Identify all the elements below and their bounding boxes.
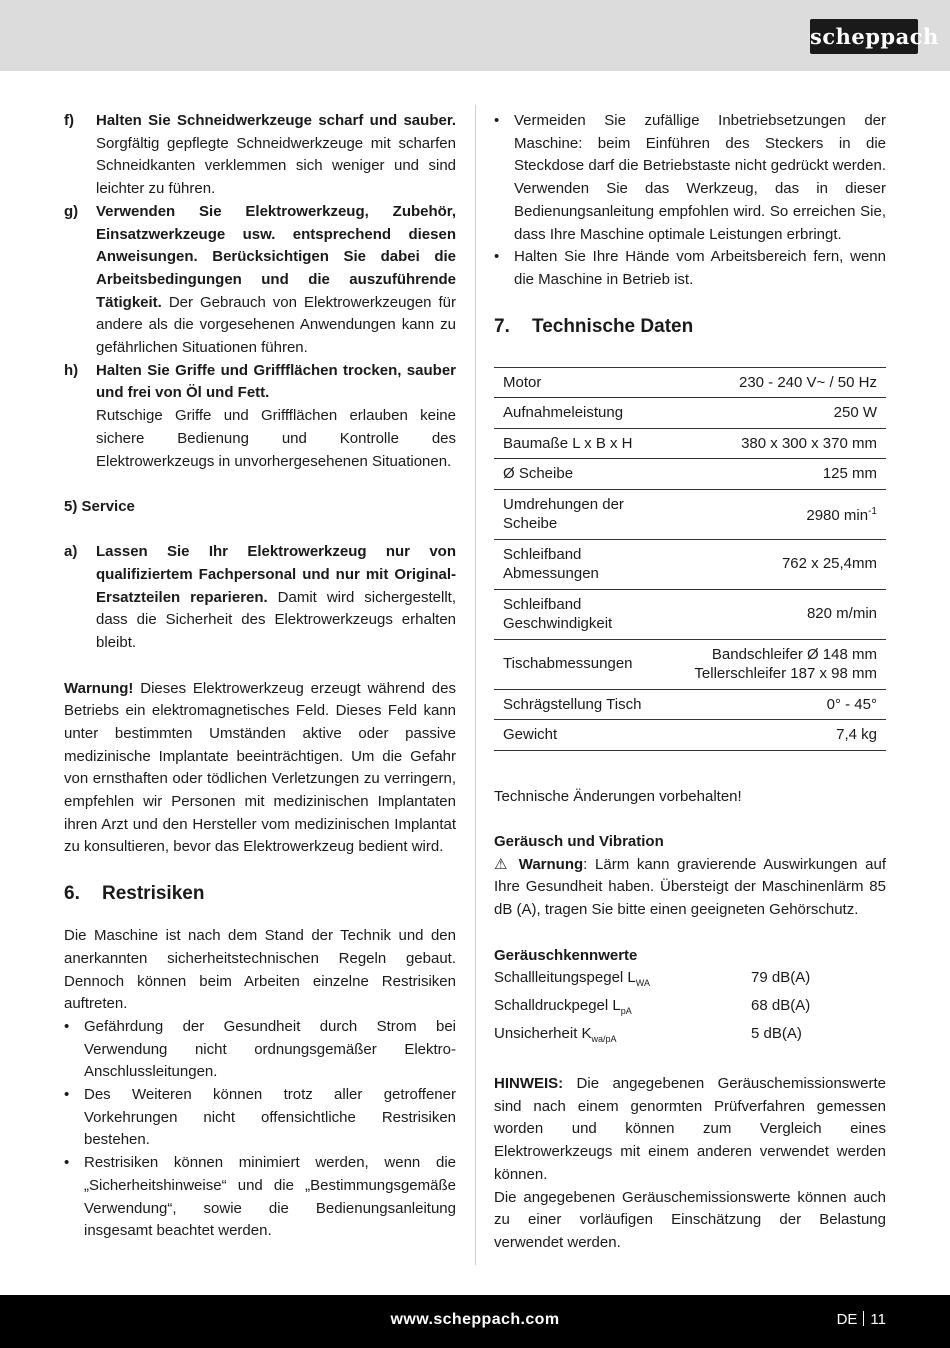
spec-label: Motor	[494, 367, 662, 398]
hinweis-text: Die angegebenen Geräuschemissionswerte sind nach einem genormten Prüfverfahren gemessen worden und können zum Vergleich eines Elektrowerkzeugs mit einem anderen verwendet werden können.	[494, 1075, 886, 1183]
table-row	[494, 639, 886, 689]
section-title: Restrisiken	[102, 883, 205, 905]
table-row	[494, 489, 886, 539]
footer-bar	[0, 1295, 950, 1348]
item-text: Sorgfältig gepflegte Schneidwerkzeuge mit scharfen Schneidkanten verklemmen sich weniger und sind leichter zu führen.	[96, 134, 456, 198]
item-text: Der Gebrauch von Elektrowerkzeugen für andere als die vorgesehenen Anwendungen kann zu gefährlichen Situationen führen.	[96, 293, 456, 357]
restrisiken-bullet: • Gefährdung der Gesundheit durch Strom bei Verwendung nicht ordnungsgemäßer Elektro-Anschlussleitungen.	[64, 1017, 456, 1081]
table-row	[494, 689, 886, 720]
spec-value: 820 m/min	[662, 589, 886, 639]
spec-superscript: -1	[868, 506, 877, 518]
restrisiken-intro: Die Maschine ist nach dem Stand der Technik und den anerkannten sicherheitstechnischen Regeln gebaut. Dennoch können beim Arbeiten einzelne Restrisiken auftreten.	[64, 927, 456, 1013]
footer-url[interactable]: www.scheppach.com	[390, 1311, 560, 1328]
table-row	[494, 539, 886, 589]
table-row	[494, 367, 886, 398]
table-row	[494, 459, 886, 490]
page-indicator	[837, 1309, 886, 1332]
item-bold-text: Lassen Sie Ihr Elektrowerkzeug nur von qualifiziertem Fachpersonal und nur mit Original-Ersatzteilen reparieren.	[96, 543, 456, 606]
table-row	[494, 589, 886, 639]
section-heading-technische-daten	[494, 314, 886, 340]
noise-value: 68 dB(A)	[751, 996, 811, 1014]
noise-warning	[494, 854, 886, 922]
noise-label: Unsicherheit K	[494, 1024, 592, 1042]
brand-logo: scheppach	[810, 19, 918, 54]
table-row	[494, 428, 886, 459]
warning-text: : Lärm kann gravierende Auswirkungen auf Ihre Gesundheit haben. Übersteigt der Maschinenlärm 85 dB (A), tragen Sie bitte einen geeigneten Gehörschutz.	[494, 855, 887, 919]
noise-values-heading: Geräuschkennwerte	[494, 946, 638, 964]
noise-subscript: pA	[620, 1005, 632, 1016]
hinweis-label: HINWEIS:	[494, 1075, 564, 1093]
spec-table	[494, 367, 886, 751]
column-divider	[475, 105, 476, 1265]
item-bold-text: Halten Sie Schneidwerkzeuge scharf und sauber.	[96, 112, 456, 129]
noise-value: 5 dB(A)	[751, 1024, 802, 1042]
spec-label: Gewicht	[494, 720, 662, 751]
spec-value: 2980 $\min^{-1}$	[662, 489, 886, 539]
safety-bullet: • Halten Sie Ihre Hände vom Arbeitsbereich fern, wenn die Maschine in Betrieb ist.	[494, 248, 886, 288]
safety-bullet: • Vermeiden Sie zufällige Inbetriebsetzungen der Maschine: beim Einführen des Steckers in die Steckdose darf die Betriebstaste nicht gedrückt werden. Verwenden Sie das Werkzeug, das in dieser Bedienungsanleitung empfohlen wird. So erreichen Sie, dass Ihre Maschine optimale Leistungen erbringt.	[494, 112, 886, 243]
noise-label: Schallleitungspegel L	[494, 969, 636, 987]
spec-label: Schleifband Abmessungen	[494, 539, 662, 589]
spec-value: Bandschleifer Ø 148 mm Tellerschleifer 187 x 98 mm	[662, 639, 886, 689]
restrisiken-bullet: • Des Weiteren können trotz aller getroffener Vorkehrungen nicht offensichtliche Restrisiken bestehen.	[64, 1086, 456, 1149]
item-marker: h)	[64, 361, 79, 379]
spec-value: 380 x 300 x 370 mm	[662, 428, 886, 459]
noise-subscript: WA	[635, 978, 650, 989]
restrisiken-bullet: • Restrisiken können minimiert werden, wenn die „Sicherheitshinweise“ und die „Bestimmungsgemäße Verwendung“, sowie die Bedienungsanleitung insgesamt beachtet werden.	[64, 1154, 456, 1240]
item-marker: a)	[64, 543, 78, 561]
noise-value: 79 dB(A)	[751, 969, 811, 987]
service-heading: 5) Service	[64, 497, 135, 515]
noise-subscript: wa/pA	[591, 1033, 617, 1044]
emf-warning	[64, 678, 456, 860]
warning-label: Warnung	[518, 855, 584, 873]
spec-value: 762 x 25,4mm	[662, 539, 886, 589]
warning-text: Dieses Elektrowerkzeug erzeugt während des Betriebs ein elektromagnetisches Feld. Dieses Feld kann unter bestimmten Umständen aktive oder passive medizinische Implantate beeinträchtigen. Um die Gefahr von ernsthaften oder tödlichen Verletzungen zu verringern, empfehlen wir Personen mit medizinischen Implantaten ihren Arzt und den Hersteller vom medizinischen Implantat zu konsultieren, bevor das Elektrowerkzeug bedient wird.	[64, 679, 456, 856]
noise-value-row	[494, 995, 886, 1023]
hinweis-paragraph	[494, 1073, 886, 1187]
section-heading-restrisiken	[64, 881, 456, 907]
spec-value: 7,4 kg	[662, 720, 886, 751]
final-paragraph: Die angegebenen Geräuschemissionswerte können auch zu einer vorläufigen Einschätzung der Belastung verwendet werden.	[494, 1188, 886, 1251]
item-marker: f)	[64, 112, 74, 129]
section-title: Technische Daten	[532, 315, 694, 337]
item-bold-text: Verwenden Sie Elektrowerkzeug, Zubehör, Einsatzwerkzeuge usw. entsprechend diesen Anweisungen. Berücksichtigen Sie dabei die Arbeitsbedingungen und die auszuführende Tätigkeit.	[96, 202, 456, 311]
spec-label: Aufnahmeleistung	[494, 398, 662, 429]
spec-value: 125 mm	[662, 459, 886, 490]
page-number: 11	[870, 1311, 886, 1328]
warning-label: Warnung!	[64, 679, 134, 697]
noise-heading: Geräusch und Vibration	[494, 833, 664, 851]
item-f	[64, 110, 456, 201]
noise-value-row	[494, 1023, 886, 1051]
spec-label: Baumaße L x B x H	[494, 428, 662, 459]
spec-value: 230 - 240 V~ / 50 Hz	[662, 367, 886, 398]
item-a	[64, 541, 456, 655]
item-h	[64, 360, 456, 474]
table-row	[494, 720, 886, 751]
tech-note: Technische Änderungen vorbehalten!	[494, 787, 742, 805]
section-number: 7.	[494, 315, 510, 337]
spec-value: 0° - 45°	[662, 689, 886, 720]
language-code: DE	[836, 1311, 858, 1328]
table-row	[494, 398, 886, 429]
spec-label: Schrägstellung Tisch	[494, 689, 662, 720]
item-marker: g)	[64, 202, 79, 220]
noise-label: Schalldruckpegel L	[494, 996, 621, 1014]
right-column	[494, 110, 886, 1255]
item-text: Rutschige Griffe und Griffflächen erlauben keine sichere Bedienung und Kontrolle des Elektrowerkzeugs in unvorhergesehenen Situationen.	[96, 407, 456, 470]
spec-value: 250 W	[662, 398, 886, 429]
spec-label: Tischabmessungen	[494, 639, 662, 689]
spec-label: Umdrehungen der Scheibe	[494, 489, 662, 539]
item-bold-text: Halten Sie Griffe und Griffflächen trocken, sauber und frei von Öl und Fett.	[96, 361, 456, 402]
spec-label: Ø Scheibe	[494, 459, 662, 490]
noise-value-row	[494, 967, 886, 995]
item-text: Damit wird sichergestellt, dass die Sicherheit des Elektrowerkzeugs erhalten bleibt.	[96, 588, 456, 652]
header-band	[0, 0, 950, 71]
section-number: 6.	[64, 883, 80, 905]
left-column	[64, 110, 456, 1243]
warning-triangle-icon: ⚠	[494, 855, 511, 873]
spec-label: Schleifband Geschwindigkeit	[494, 589, 662, 639]
item-g	[64, 201, 456, 360]
